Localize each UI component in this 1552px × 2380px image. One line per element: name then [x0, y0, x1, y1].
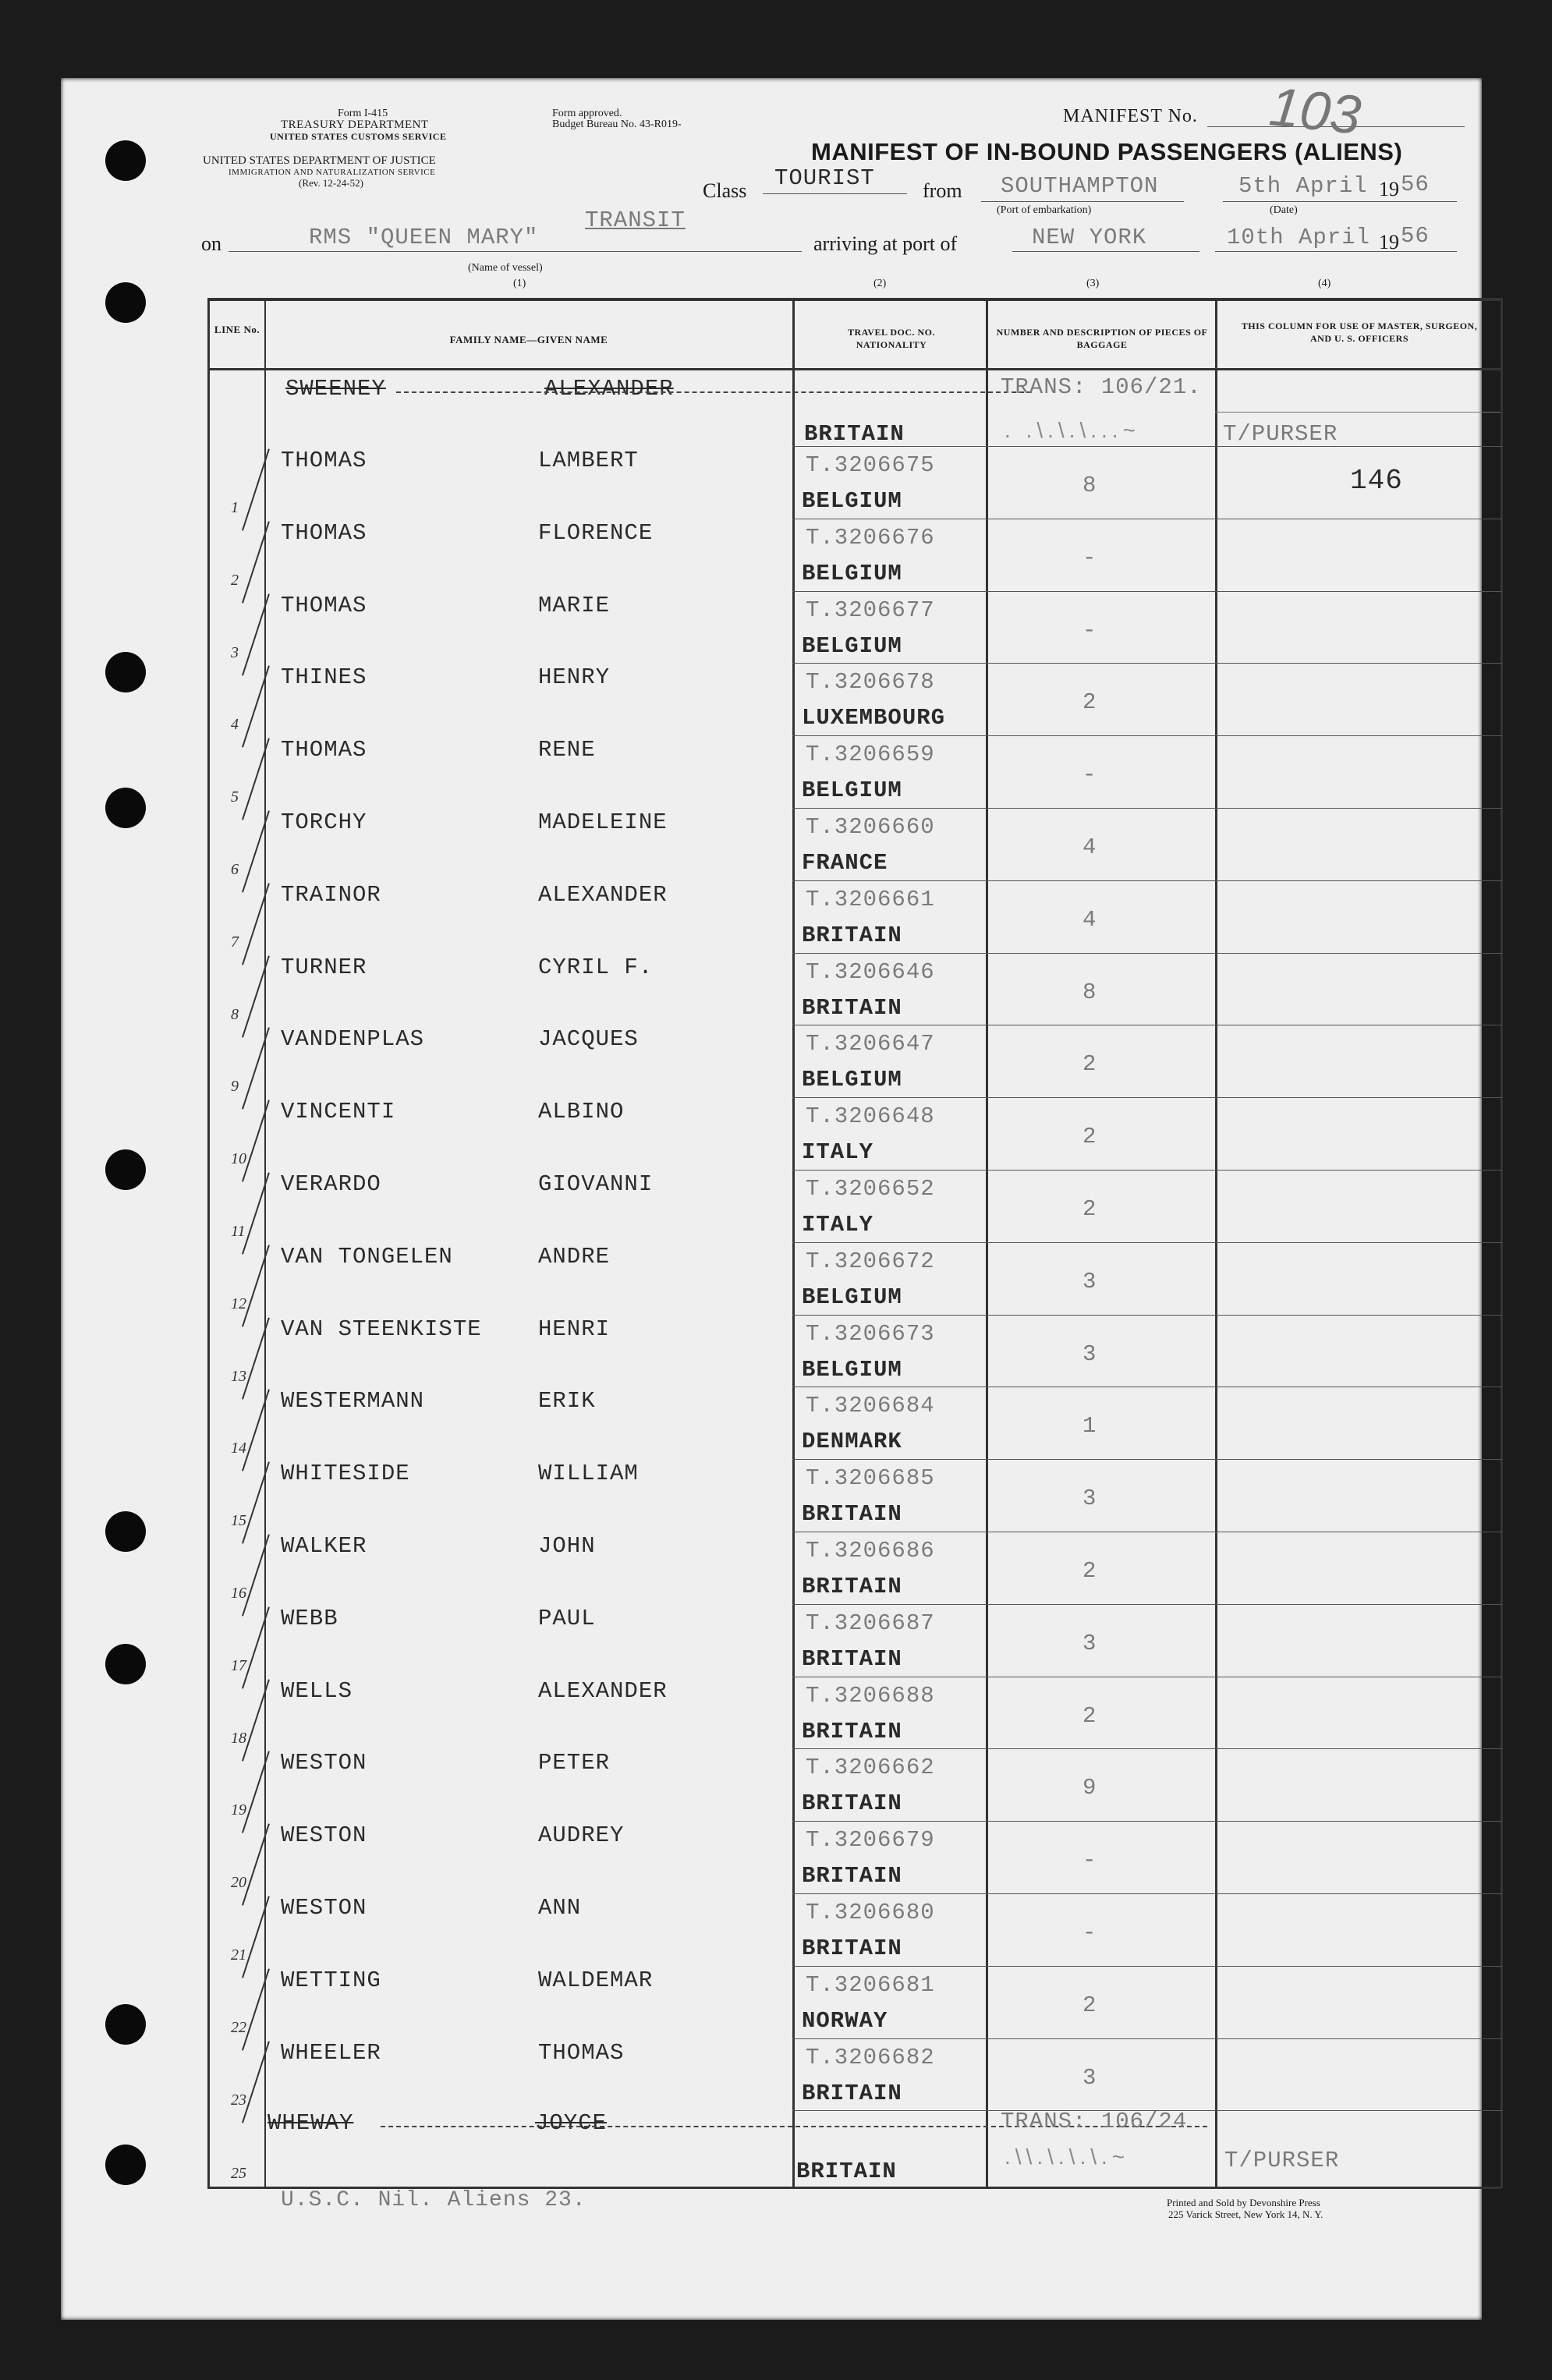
from-label: from: [923, 179, 962, 202]
nationality: BELGIUM: [802, 1356, 902, 1383]
line-number: 23: [231, 2091, 246, 2109]
baggage-count: 2: [1083, 1558, 1097, 1584]
row-line: [792, 1821, 1502, 1822]
line-number: 9: [231, 1078, 239, 1096]
row-line: [792, 1097, 1502, 1098]
approved-label: Form approved.: [552, 108, 622, 119]
budget-label: Budget Bureau No. 43-R019-: [552, 119, 682, 130]
travel-doc-no: T.3206687: [806, 1610, 935, 1636]
line-number: 13: [231, 1367, 246, 1385]
row-line: [792, 1966, 1502, 1967]
nationality: BRITAIN: [802, 922, 902, 948]
travel-doc-no: T.3206682: [806, 2044, 935, 2070]
given-name: JOHN: [538, 1533, 596, 1559]
nationality: ITALY: [802, 1212, 874, 1238]
arrival-port: NEW YORK: [1032, 225, 1147, 250]
struck-given-top: ALEXANDER: [544, 376, 674, 402]
family-name: WHEELER: [281, 2039, 381, 2066]
baggage-count: 3: [1083, 1268, 1097, 1294]
table-left-border: [207, 298, 210, 2188]
baggage-count: 3: [1083, 1630, 1097, 1656]
travel-doc-no: T.3206659: [806, 742, 935, 768]
year-suffix: 56: [1401, 172, 1430, 197]
line-number: 17: [231, 1656, 246, 1674]
date-caption: (Date): [1270, 204, 1298, 216]
rev-label: (Rev. 12-24-52): [299, 177, 363, 189]
line-number: 8: [231, 1005, 239, 1023]
family-name: WETTING: [281, 1967, 381, 1993]
vessel-caption: (Name of vessel): [468, 262, 543, 274]
line-number: 18: [231, 1729, 246, 1747]
given-name: ALBINO: [538, 1099, 625, 1125]
name-col-border: [792, 298, 795, 2188]
header-officers: THIS COLUMN FOR USE OF MASTER, SURGEON, AND U. S. OFFICERS: [1241, 321, 1478, 344]
travel-doc-no: T.3206652: [806, 1176, 935, 1202]
line-number: 10: [231, 1150, 246, 1168]
punch-hole: [105, 1511, 146, 1552]
immigration-label: IMMIGRATION AND NATURALIZATION SERVICE: [229, 168, 436, 177]
given-name: HENRY: [538, 664, 611, 691]
given-name: PAUL: [538, 1605, 596, 1631]
given-name: ERIK: [538, 1388, 596, 1415]
form-number: Form I-415: [338, 108, 388, 119]
baggage-count: -: [1083, 1847, 1097, 1874]
vessel-name: RMS "QUEEN MARY": [309, 225, 539, 250]
family-name: WEBB: [281, 1605, 338, 1631]
class-value: TOURIST: [774, 165, 875, 191]
row-line: [792, 1170, 1502, 1171]
given-name: LAMBERT: [538, 448, 639, 473]
margin-note: 103: [1267, 76, 1364, 146]
given-name: RENE: [538, 737, 596, 763]
nationality: BRITAIN: [802, 1718, 902, 1744]
given-name: JACQUES: [538, 1026, 639, 1053]
given-name: HENRI: [538, 1316, 611, 1342]
date-line: [1223, 201, 1457, 202]
family-name: THOMAS: [281, 737, 367, 763]
baggage-count: 2: [1083, 1051, 1097, 1078]
travel-doc-no: T.3206647: [806, 1031, 935, 1057]
line-number: 12: [231, 1294, 246, 1312]
usc-note: U.S.C. Nil. Aliens 23.: [281, 2188, 586, 2212]
travel-doc-no: T.3206662: [806, 1755, 935, 1781]
header-line-no: LINE No.: [214, 324, 260, 335]
arrival-date: 10th April: [1227, 225, 1371, 250]
family-name: WESTON: [281, 1750, 367, 1776]
punch-hole: [105, 788, 146, 828]
line-number: 25: [231, 2165, 246, 2182]
row-line: [792, 808, 1502, 809]
travel-doc-no: T.3206661: [806, 886, 935, 912]
trans-bottom: TRANS: 106/24: [1001, 2109, 1188, 2134]
nationality: BRITAIN: [802, 2080, 902, 2106]
travel-doc-no: T.3206679: [806, 1827, 935, 1854]
row-line: [792, 2038, 1502, 2039]
row-line: [792, 1315, 1502, 1316]
punch-hole: [105, 282, 146, 323]
nationality: BRITAIN: [802, 1645, 902, 1672]
from-value: SOUTHAMPTON: [1001, 173, 1159, 199]
baggage-count: 3: [1083, 1486, 1097, 1512]
travel-doc-no: T.3206688: [806, 1682, 935, 1709]
purser-signature-bottom: .\\.\.\.\.~: [1005, 2144, 1130, 2169]
punch-hole: [105, 652, 146, 692]
header-travel-doc: TRAVEL DOC. NO. NATIONALITY: [848, 327, 935, 350]
punch-hole: [105, 2144, 146, 2185]
travel-doc-no: T.3206676: [806, 524, 935, 551]
arrival-year-prefix: 19: [1379, 231, 1399, 253]
family-name: WALKER: [281, 1533, 367, 1559]
line-number: 6: [231, 861, 239, 878]
struck-family-top: SWEENEY: [285, 376, 386, 402]
nationality: BELGIUM: [802, 632, 902, 659]
nationality: FRANCE: [802, 850, 888, 876]
row-line: [792, 1242, 1502, 1243]
nationality: BELGIUM: [802, 1284, 902, 1310]
row-line: [792, 880, 1502, 881]
baggage-count: 4: [1083, 906, 1097, 933]
baggage-count: 9: [1083, 1775, 1097, 1801]
travel-doc-no: T.3206680: [806, 1900, 935, 1925]
nationality: LUXEMBOURG: [802, 705, 946, 731]
manifest-title: MANIFEST OF IN-BOUND PASSENGERS (ALIENS): [811, 138, 1403, 165]
family-name: THOMAS: [281, 448, 367, 473]
family-name: TORCHY: [281, 809, 367, 835]
line-number: 19: [231, 1801, 246, 1819]
given-name: WILLIAM: [538, 1461, 639, 1487]
family-name: THOMAS: [281, 592, 367, 618]
nationality: BRITAIN: [802, 1501, 902, 1528]
table-right-border: [1501, 298, 1503, 2188]
family-name: VAN TONGELEN: [281, 1243, 453, 1270]
justice-label: UNITED STATES DEPARTMENT OF JUSTICE: [203, 154, 436, 167]
arrival-port-line: [1012, 251, 1199, 252]
nationality: BRITAIN: [802, 1936, 902, 1961]
struck-nationality-top: BRITAIN: [804, 421, 905, 447]
row-line: [1215, 412, 1501, 413]
row-line: [792, 591, 1502, 592]
punch-hole: [105, 1149, 146, 1190]
given-name: ANDRE: [538, 1243, 611, 1270]
given-name: ALEXANDER: [538, 1677, 668, 1704]
struck-dash-top: [396, 391, 1032, 393]
given-name: THOMAS: [538, 2039, 625, 2066]
baggage-count: -: [1083, 617, 1097, 643]
vessel-line: [229, 251, 802, 252]
header-bottom-border: [207, 368, 1501, 370]
given-name: MARIE: [538, 592, 611, 618]
struck-family-bottom: WHEWAY: [268, 2110, 354, 2136]
nationality: DENMARK: [802, 1429, 902, 1455]
customs-label: UNITED STATES CUSTOMS SERVICE: [270, 131, 447, 142]
nationality: BRITAIN: [802, 994, 902, 1021]
family-name: VINCENTI: [281, 1099, 396, 1125]
transit-label: TRANSIT: [585, 207, 686, 233]
class-line: [763, 193, 907, 194]
col1-label: (1): [513, 278, 526, 289]
row-line: [792, 1893, 1502, 1894]
family-name: WESTON: [281, 1822, 367, 1849]
nationality: BRITAIN: [802, 1863, 902, 1889]
line-number: 1: [231, 499, 239, 516]
given-name: FLORENCE: [538, 519, 654, 546]
manifest-no-label: MANIFEST No.: [1063, 106, 1198, 126]
family-name: WELLS: [281, 1677, 353, 1704]
baggage-count: 2: [1083, 1196, 1097, 1222]
family-name: THINES: [281, 664, 367, 691]
row-line: [792, 953, 1502, 954]
given-name: PETER: [538, 1750, 611, 1776]
header-name: FAMILY NAME—GIVEN NAME: [449, 334, 608, 345]
baggage-count: 2: [1083, 1992, 1097, 2018]
trans-top: TRANS: 106/21.: [1001, 374, 1202, 400]
travel-doc-no: T.3206646: [806, 958, 935, 985]
baggage-count: 1: [1083, 1413, 1097, 1440]
travel-doc-no: T.3206672: [806, 1248, 935, 1274]
nationality: BELGIUM: [802, 777, 902, 804]
family-name: WESTERMANN: [281, 1388, 425, 1415]
travel-doc-no: T.3206686: [806, 1538, 935, 1564]
nationality: ITALY: [802, 1139, 874, 1166]
travel-doc-no: T.3206681: [806, 1971, 935, 1998]
struck-nationality-bottom: BRITAIN: [796, 2159, 897, 2184]
baggage-count: 3: [1083, 2064, 1097, 2091]
departure-date: 5th April: [1238, 173, 1368, 199]
nationality: BELGIUM: [802, 1067, 902, 1093]
family-name: WESTON: [281, 1895, 367, 1921]
line-number: 11: [231, 1223, 246, 1240]
baggage-count: -: [1083, 544, 1097, 571]
row-line: [792, 735, 1502, 736]
line-number: 22: [231, 2018, 246, 2036]
nationality: BRITAIN: [802, 1574, 902, 1599]
baggage-col-border: [1215, 298, 1217, 2188]
row-line: [792, 1604, 1502, 1605]
family-name: TURNER: [281, 954, 367, 980]
nationality: BELGIUM: [802, 488, 902, 514]
punch-hole: [105, 1644, 146, 1684]
given-name: ALEXANDER: [538, 881, 668, 908]
given-name: CYRIL F.: [538, 954, 654, 980]
row-line: [792, 446, 1502, 447]
printer-name: Printed and Sold by Devonshire Press: [1167, 2197, 1320, 2208]
port-embark-caption: (Port of embarkation): [997, 204, 1092, 216]
line-number: 4: [231, 716, 239, 734]
family-name: VERARDO: [281, 1171, 381, 1197]
line-number: 7: [231, 933, 239, 951]
given-name: GIOVANNI: [538, 1171, 654, 1197]
travel-doc-no: T.3206660: [806, 814, 935, 840]
arrival-date-line: [1215, 251, 1457, 252]
from-line: [981, 201, 1184, 202]
given-name: ANN: [538, 1895, 582, 1921]
travel-doc-no: T.3206677: [806, 597, 935, 623]
table-top-border: [207, 298, 1501, 301]
class-label: Class: [703, 179, 747, 202]
arriving-label: arriving at port of: [813, 232, 958, 255]
nationality: BELGIUM: [802, 560, 902, 586]
year-prefix: 19: [1379, 178, 1399, 200]
col3-label: (3): [1086, 278, 1100, 289]
header-baggage: NUMBER AND DESCRIPTION OF PIECES OF BAGGAGE: [996, 327, 1208, 350]
row-line: [792, 663, 1502, 664]
travel-doc-no: T.3206648: [806, 1103, 935, 1130]
nationality: BRITAIN: [802, 1790, 902, 1817]
baggage-count: 8: [1083, 473, 1097, 498]
line-number: 2: [231, 571, 239, 589]
purser-top: T/PURSER: [1223, 421, 1338, 447]
manifest-page: [61, 78, 1482, 2320]
punch-hole: [105, 140, 146, 181]
given-name: AUDREY: [538, 1822, 625, 1849]
arrival-year-suffix: 56: [1401, 223, 1430, 249]
line-number: 15: [231, 1512, 246, 1530]
struck-given-bottom: JOYCE: [535, 2110, 608, 2136]
baggage-count: 2: [1083, 689, 1097, 716]
line-number: 3: [231, 643, 239, 661]
family-name: TRAINOR: [281, 881, 381, 908]
baggage-count: 3: [1083, 1341, 1097, 1367]
baggage-count: -: [1083, 1920, 1097, 1946]
baggage-count: 8: [1083, 979, 1097, 1005]
travel-doc-no: T.3206673: [806, 1320, 935, 1347]
line-number: 5: [231, 788, 239, 806]
doc-col-border: [986, 298, 988, 2188]
family-name: VANDENPLAS: [281, 1026, 425, 1053]
given-name: MADELEINE: [538, 809, 668, 835]
row-line: [792, 1459, 1502, 1460]
baggage-count: -: [1083, 762, 1097, 788]
line-number: 20: [231, 1874, 246, 1892]
given-name: WALDEMAR: [538, 1967, 654, 1993]
baggage-count: 4: [1083, 834, 1097, 860]
travel-doc-no: T.3206684: [806, 1393, 935, 1419]
line-number: 14: [231, 1440, 246, 1457]
officer-number: 146: [1350, 465, 1403, 497]
col2-label: (2): [873, 278, 887, 289]
line-number: 16: [231, 1585, 246, 1602]
family-name: VAN STEENKISTE: [281, 1316, 482, 1342]
baggage-count: 2: [1083, 1702, 1097, 1729]
travel-doc-no: T.3206685: [806, 1465, 935, 1492]
line-number: 21: [231, 1946, 246, 1964]
punch-hole: [105, 2004, 146, 2045]
on-label: on: [201, 232, 221, 255]
travel-doc-no: T.3206675: [806, 452, 935, 478]
printer-address: 225 Varick Street, New York 14, N. Y.: [1168, 2208, 1323, 2220]
baggage-count: 2: [1083, 1124, 1097, 1150]
purser-signature-top: . .\.\.\...~: [1005, 418, 1140, 442]
row-line: [792, 1748, 1502, 1749]
treasury-label: TREASURY DEPARTMENT: [281, 119, 429, 131]
family-name: WHITESIDE: [281, 1461, 410, 1487]
purser-bottom: T/PURSER: [1224, 2148, 1340, 2173]
travel-doc-no: T.3206678: [806, 669, 935, 696]
col4-label: (4): [1318, 278, 1331, 289]
nationality: NORWAY: [802, 2007, 888, 2034]
family-name: THOMAS: [281, 519, 367, 546]
